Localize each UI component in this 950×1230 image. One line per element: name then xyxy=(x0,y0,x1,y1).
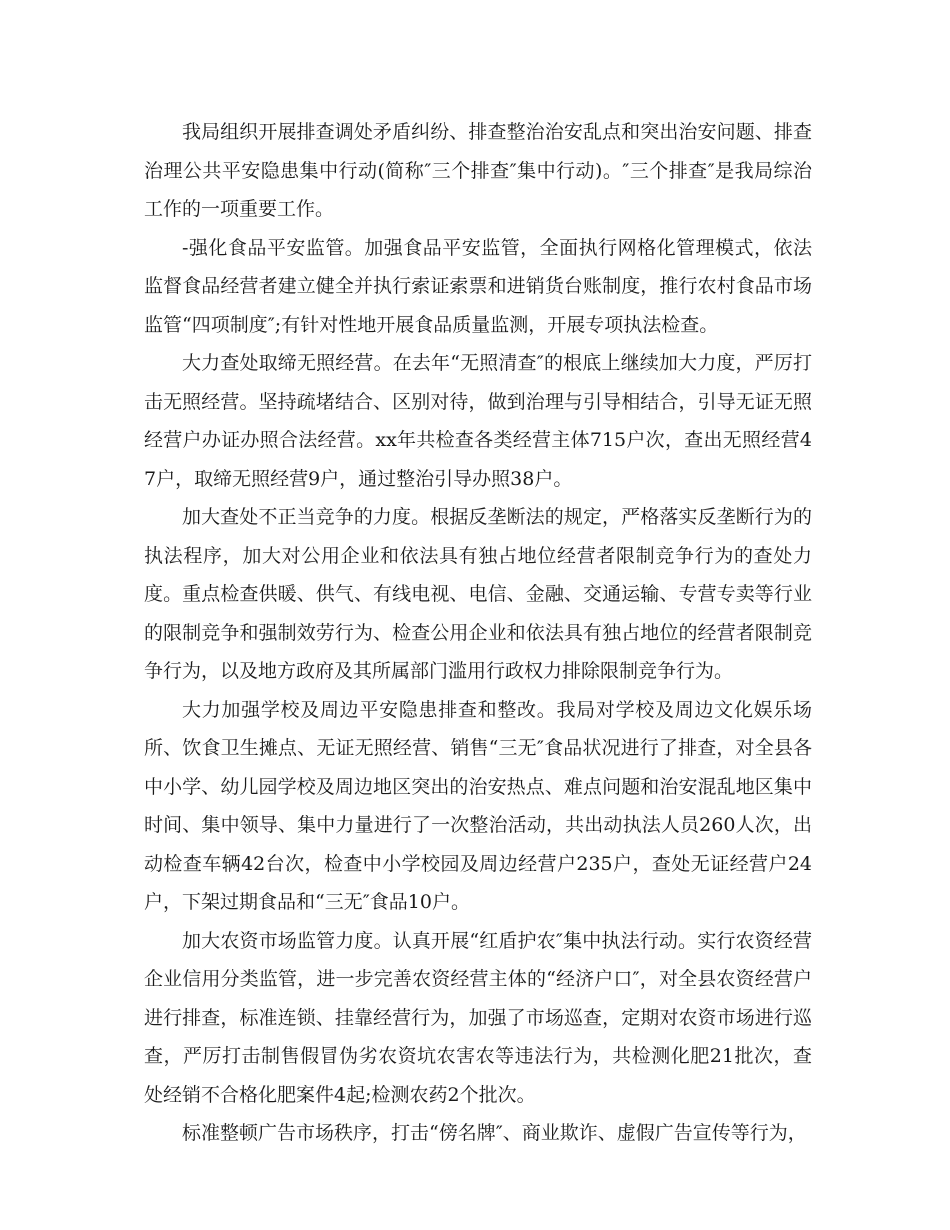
paragraph-school-safety: 大力加强学校及周边平安隐患排查和整改。我局对学校及周边文化娱乐场所、饮食卫生摊点、无证无照经营、销售“三无″食品状况进行了排查，对全县各中小学、幼儿园学校及周边地区突出的治安热点、难点问题和治安混乱地区集中时间、集中领导、集中力量进行了一次整治活动，共出动执法人员260人次，出动检查车辆42台次，检查中小学校园及周边经营户235户，查处无证经营户24户，下架过期食品和“三无″食品10户。 xyxy=(144,698,812,913)
paragraph-intro: 我局组织开展排查调处矛盾纠纷、排查整治治安乱点和突出治安问题、排查治理公共平安隐患集中行动(简称″三个排查″集中行动)。″三个排查″是我局综治工作的一项重要工作。 xyxy=(144,121,812,220)
paragraph-agricultural-market: 加大农资市场监管力度。认真开展“红盾护农″集中执法行动。实行农资经营企业信用分类监管，进一步完善农资经营主体的“经济户口″，对全县农资经营户进行排查，标准连锁、挂靠经营行为，加强了市场巡查，定期对农资市场进行巡查，严厉打击制售假冒伪劣农资坑农害农等违法行为，共检测化肥21批次，查处经销不合格化肥案件4起;检测农药2个批次。 xyxy=(144,929,812,1106)
paragraph-unlicensed-business: 大力查处取缔无照经营。在去年“无照清查″的根底上继续加大力度，严厉打击无照经营。坚持疏堵结合、区别对待，做到治理与引导相结合，引导无证无照经营户办证办照合法经营。xx年共检查各类经营主体715户次，查出无照经营47户，取缔无照经营9户，通过整治引导办照38户。 xyxy=(144,352,812,490)
paragraph-food-safety: -强化食品平安监管。加强食品平安监管，全面执行网格化管理模式，依法监督食品经营者建立健全并执行索证索票和进销货台账制度，推行农村食品市场监管“四项制度″;有针对性地开展食品质量监测，开展专项执法检查。 xyxy=(144,236,812,336)
paragraph-unfair-competition: 加大查处不正当竞争的力度。根据反垄断法的规定，严格落实反垄断行为的执法程序，加大对公用企业和依法具有独占地位经营者限制竞争行为的查处力度。重点检查供暖、供气、有线电视、电信、金融、交通运输、专营专卖等行业的限制竞争和强制效劳行为、检查公用企业和依法具有独占地位的经营者限制竞争行为，以及地方政府及其所属部门滥用行政权力排除限制竞争行为。 xyxy=(144,506,812,682)
document-body xyxy=(144,113,812,1153)
paragraph-advertising-market: 标准整顿广告市场秩序，打击“傍名牌″、商业欺诈、虚假广告宣传等行为， xyxy=(182,1122,807,1144)
